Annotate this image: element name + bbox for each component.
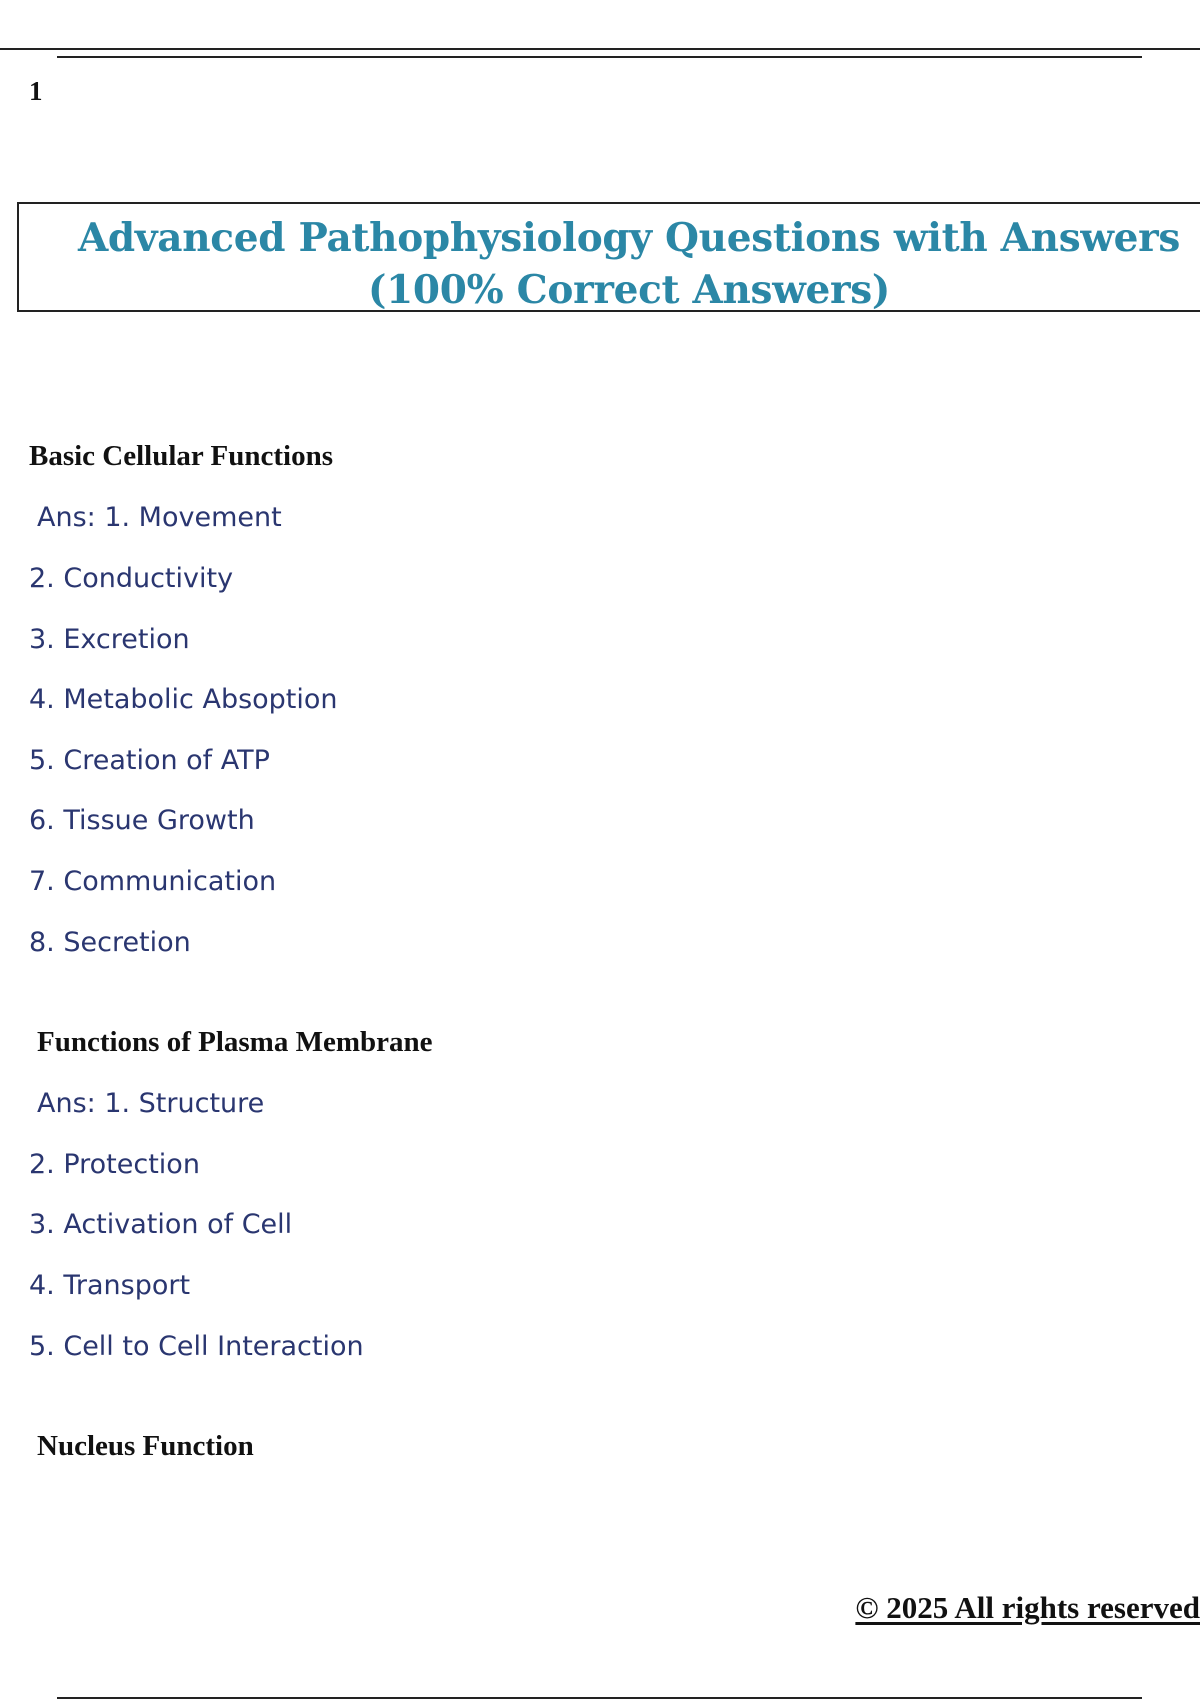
list-item: 5. Creation of ATP bbox=[29, 745, 270, 776]
list-item: 4. Metabolic Absoption bbox=[29, 684, 338, 715]
list-item: 8. Secretion bbox=[29, 927, 191, 958]
list-item: 2. Protection bbox=[29, 1149, 200, 1180]
copyright-footer: © 2025 All rights reserved bbox=[855, 1590, 1200, 1625]
top-rule bbox=[0, 48, 1200, 50]
top-inner-rule bbox=[57, 56, 1142, 58]
section-heading-nucleus-function: Nucleus Function bbox=[37, 1430, 254, 1462]
list-item: 4. Transport bbox=[29, 1270, 191, 1301]
section-heading-plasma-membrane: Functions of Plasma Membrane bbox=[37, 1026, 433, 1058]
list-item: 6. Tissue Growth bbox=[29, 805, 255, 836]
list-item: Ans: 1. Structure bbox=[37, 1088, 265, 1119]
list-item: Ans: 1. Movement bbox=[37, 502, 282, 533]
list-item: 5. Cell to Cell Interaction bbox=[29, 1331, 364, 1362]
list-item: 3. Activation of Cell bbox=[29, 1209, 293, 1240]
list-item: 2. Conductivity bbox=[29, 563, 234, 594]
bottom-rule bbox=[57, 1697, 1142, 1699]
list-item: 7. Communication bbox=[29, 866, 277, 897]
section-heading-basic-cellular-functions: Basic Cellular Functions bbox=[29, 440, 333, 472]
document-title: Advanced Pathophysiology Questions with Answers (100% Correct Answers) bbox=[77, 215, 1181, 313]
title-box bbox=[17, 202, 1200, 312]
list-item: 3. Excretion bbox=[29, 624, 190, 655]
page-number: 1 bbox=[29, 76, 43, 106]
